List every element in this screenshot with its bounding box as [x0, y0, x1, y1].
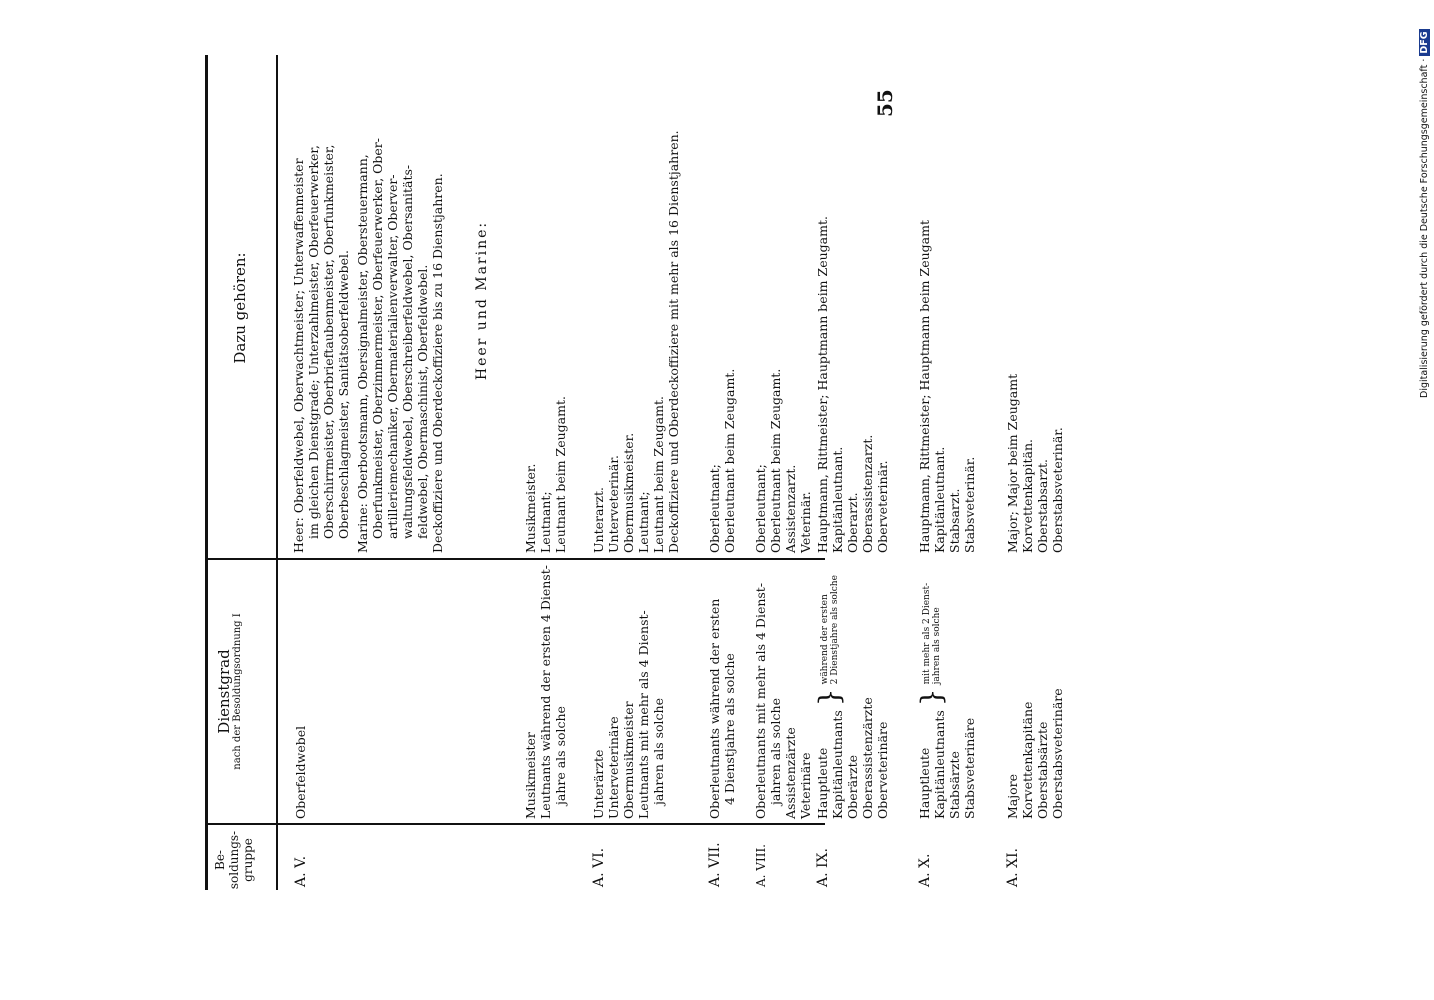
- group-code: A. VI.: [591, 847, 607, 887]
- group-code: A. X.: [917, 853, 933, 887]
- group-code: A. V.: [293, 855, 309, 887]
- rank-cell: Oberleutnants mit mehr als 4 Dienst- jahren als solche Assistenzärzte Veterinäre: [753, 582, 813, 819]
- header-dazu: Dazu gehören:: [231, 252, 249, 364]
- header-rank-sub: nach der Besoldungsordnung I: [232, 613, 243, 770]
- group-code: A. VIII.: [754, 844, 768, 887]
- heer-und-marine-heading: Heer und Marine:: [474, 220, 490, 381]
- rank-cell: Hauptleute Kapitänleutnants } während der ersten 2 Dienstjahre als solche Oberärzte Oberassistenzärzte Oberveterinäre: [813, 575, 890, 819]
- funding-text: Digitalisierung gefördert durch die Deutsche Forschungsgemeinschaft: [1419, 64, 1430, 398]
- rank-cell: Oberfeldwebel: [293, 725, 308, 819]
- rank-cell: Musikmeister Leutnants während der ersten 4 Dienst- jahre als solche: [523, 565, 568, 819]
- rank-cell: Hauptleute Kapitänleutnants } mit mehr als 2 Dienst- jahren als solche Stabsärzte Stabsveterinäre: [915, 582, 977, 819]
- dazu-cell: Hauptmann, Rittmeister; Hauptmann beim Zeugamt Kapitänleutnant. Stabsarzt. Stabsveterinär.: [917, 220, 977, 553]
- table-top-rule: [205, 55, 208, 890]
- group-code: A. IX.: [815, 848, 831, 887]
- group-code: A. VII.: [707, 842, 723, 887]
- dazu-cell: Musikmeister. Leutnant; Leutnant beim Zeugamt.: [523, 396, 568, 553]
- funding-sidebar: Digitalisierung gefördert durch die Deutsche Forschungsgemeinschaft · DFG: [1419, 31, 1430, 398]
- column-divider-1: [205, 823, 825, 825]
- dazu-cell: Hauptmann, Rittmeister; Hauptmann beim Zeugamt. Kapitänleutnant. Oberarzt. Oberassistenzarzt. Oberveterinär.: [815, 216, 890, 553]
- dazu-cell: Heer: Oberfeldwebel, Oberwachtmeister; Unterwaffenmeister im gleichen Dienstgrade; Unterzahlmeister, Oberfeuerwerker, Oberschirrmeister, Oberbrieftaubenmeister, Oberfunkmeister, Oberbeschlagmeister, Sanitätsoberfeldwebel. Marine: Oberbootsmann, Obersignalmeister, Obersteuermann, Oberfunkmeister, Oberzimmermeister, Oberfeuerwerker, Ober- artilleriemechaniker, Obermaterialienverwalter, Oberver- waltungsfeldwebel, Oberschreiberfeldwebel, Obersanitäts- feldwebel, Obermaschinist, Oberfeldwebel. Deckoffiziere und Oberdeckoffiziere bis zu 16 Dienstjahren. Heer und Marine:: [291, 48, 490, 553]
- group-code: A. XI.: [1005, 848, 1021, 887]
- brace-icon: }: [915, 688, 948, 707]
- brace-note: während der ersten 2 Dienstjahre als solche: [820, 575, 840, 685]
- dfg-logo: DFG: [1419, 31, 1430, 54]
- rank-cell: Unterärzte Unterveterinäre Obermusikmeister Leutnants mit mehr als 4 Dienst- jahren als solche: [591, 610, 666, 819]
- page-number: 55: [873, 89, 897, 117]
- dazu-cell: Unterarzt. Unterveterinär. Obermusikmeister. Leutnant; Leutnant beim Zeugamt. Deckoffiziere und Oberdeckoffiziere mit mehr als 16 Dienstjahren.: [591, 130, 681, 553]
- header-bottom-rule: [276, 55, 278, 890]
- dazu-cell: Oberleutnant; Oberleutnant beim Zeugamt. Assistenzarzt. Veterinär.: [753, 368, 813, 553]
- rotated-page: [205, 35, 1065, 965]
- brace-icon: }: [813, 688, 846, 707]
- rank-cell: Majore Korvettenkapitäne Oberstabsärzte Oberstabsveterinäre: [1005, 688, 1065, 819]
- header-rank: Dienstgrad nach der Besoldungsordnung I: [217, 560, 245, 823]
- rank-cell: Oberleutnants während der ersten 4 Dienstjahre als solche: [707, 598, 737, 819]
- brace-note: mit mehr als 2 Dienst- jahren als solche: [922, 582, 942, 685]
- header-group: Be- soldungs- gruppe: [213, 830, 255, 890]
- dazu-cell: Major; Major beim Zeugamt Korvettenkapitän. Oberstabsarzt. Oberstabsveterinär.: [1005, 373, 1065, 553]
- column-divider-2: [205, 558, 825, 560]
- dazu-cell: Oberleutnant; Oberleutnant beim Zeugamt.: [707, 368, 737, 553]
